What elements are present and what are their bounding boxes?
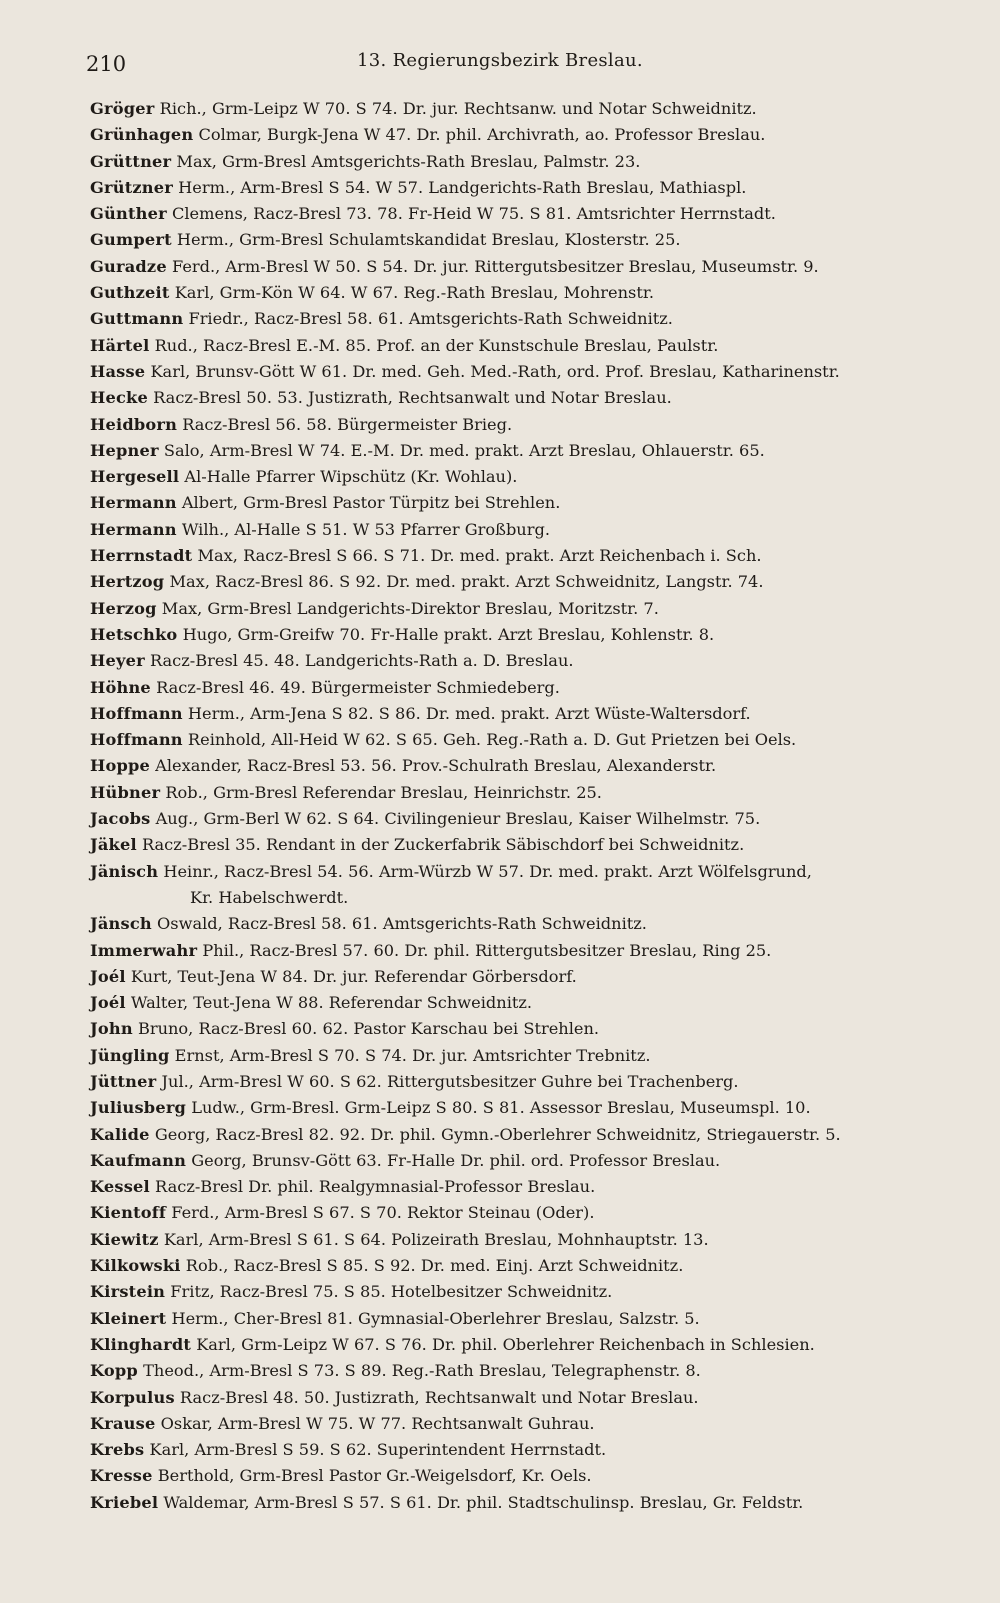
entry-details: Colmar, Burgk-Jena W 47. Dr. phil. Archivrath, ao. Professor Breslau. — [193, 125, 766, 145]
entry-surname: Kalide — [90, 1124, 150, 1144]
entry-details: Racz-Bresl Dr. phil. Realgymnasial-Professor Breslau. — [149, 1177, 596, 1197]
member-entry — [90, 1385, 960, 1411]
entry-details: Rob., Racz-Bresl S 85. S 92. Dr. med. Einj. Arzt Schweidnitz. — [180, 1256, 684, 1276]
entry-surname: Hecke — [90, 388, 148, 408]
member-entry — [90, 280, 960, 306]
entry-details: Racz-Bresl 45. 48. Landgerichts-Rath a. D. Breslau. — [144, 651, 574, 671]
entry-surname: Hübner — [90, 782, 161, 802]
entry-surname: Krebs — [90, 1440, 145, 1460]
entry-details: Racz-Bresl 48. 50. Justizrath, Rechtsanwalt und Notar Breslau. — [174, 1387, 699, 1407]
entry-details: Reinhold, All-Heid W 62. S 65. Geh. Reg.-Rath a. D. Gut Prietzen bei Oels. — [182, 730, 797, 750]
entry-details: Oskar, Arm-Bresl W 75. W 77. Rechtsanwalt Guhrau. — [155, 1413, 595, 1433]
member-entry — [90, 622, 960, 648]
entry-details: Georg, Brunsv-Gött 63. Fr-Halle Dr. phil. ord. Professor Breslau. — [186, 1150, 721, 1170]
entry-surname: Kleinert — [90, 1308, 167, 1328]
entry-surname: Herrnstadt — [90, 546, 193, 566]
entry-surname: Höhne — [90, 677, 151, 697]
member-entry — [90, 569, 960, 595]
member-entry — [90, 911, 960, 937]
entry-details: Theod., Arm-Bresl S 73. S 89. Reg.-Rath Breslau, Telegraphenstr. 8. — [137, 1361, 701, 1381]
member-entry — [90, 1437, 960, 1463]
member-entry — [90, 1279, 960, 1305]
member-entry — [90, 1227, 960, 1253]
entry-details: Friedr., Racz-Bresl 58. 61. Amtsgerichts-Rath Schweidnitz. — [183, 309, 673, 329]
member-entry — [90, 701, 960, 727]
entry-surname: Hermann — [90, 493, 177, 513]
entry-surname: Krause — [90, 1413, 156, 1433]
member-entry — [90, 227, 960, 253]
entry-details: Max, Racz-Bresl S 66. S 71. Dr. med. prakt. Arzt Reichenbach i. Sch. — [192, 546, 762, 566]
entry-surname: Hepner — [90, 440, 159, 460]
member-entry — [90, 1174, 960, 1200]
entry-details: Kurt, Teut-Jena W 84. Dr. jur. Referendar Görbersdorf. — [125, 966, 577, 986]
entry-surname: Kilkowski — [90, 1256, 181, 1276]
entry-surname: John — [90, 1019, 133, 1039]
entry-surname: Jüttner — [90, 1071, 157, 1091]
member-entry — [90, 964, 960, 990]
entry-surname: Guttmann — [90, 309, 184, 329]
entry-details: Aug., Grm-Berl W 62. S 64. Civilingenieur Breslau, Kaiser Wilhelmstr. 75. — [150, 809, 761, 829]
member-entry — [90, 1253, 960, 1279]
entry-surname: Grüttner — [90, 151, 172, 171]
entry-surname: Kriebel — [90, 1492, 159, 1512]
entry-details: Georg, Racz-Bresl 82. 92. Dr. phil. Gymn.-Oberlehrer Schweidnitz, Striegauerstr. 5. — [149, 1124, 841, 1144]
entry-surname: Kientoff — [90, 1203, 167, 1223]
entry-details: Max, Grm-Bresl Amtsgerichts-Rath Breslau, Palmstr. 23. — [171, 151, 641, 171]
entry-details: Salo, Arm-Bresl W 74. E.-M. Dr. med. prakt. Arzt Breslau, Ohlauerstr. 65. — [158, 440, 765, 460]
member-list — [90, 96, 960, 1516]
entry-details: Karl, Arm-Bresl S 59. S 62. Superintendent Herrnstadt. — [144, 1440, 607, 1460]
entry-surname: Immerwahr — [90, 940, 198, 960]
member-entry — [90, 1200, 960, 1226]
entry-surname: Hertzog — [90, 572, 165, 592]
member-entry — [90, 1463, 960, 1489]
running-title: 13. Regierungsbezirk Breslau. — [357, 50, 643, 71]
entry-surname: Guradze — [90, 256, 167, 276]
entry-details: Ludw., Grm-Bresl. Grm-Leipz S 80. S 81. Assessor Breslau, Museumspl. 10. — [186, 1098, 811, 1118]
entry-details: Clemens, Racz-Bresl 73. 78. Fr-Heid W 75. S 81. Amtsrichter Herrnstadt. — [166, 204, 776, 224]
member-entry — [90, 938, 960, 964]
entry-surname: Juliusberg — [90, 1098, 187, 1118]
entry-details: Racz-Bresl 46. 49. Bürgermeister Schmiedeberg. — [150, 677, 560, 697]
entry-surname: Hoppe — [90, 756, 151, 776]
member-entry — [90, 122, 960, 148]
entry-details: Ernst, Arm-Bresl S 70. S 74. Dr. jur. Amtsrichter Trebnitz. — [169, 1045, 651, 1065]
member-entry — [90, 859, 960, 885]
member-entry — [90, 1358, 960, 1384]
entry-details: Ferd., Arm-Bresl W 50. S 54. Dr. jur. Rittergutsbesitzer Breslau, Museumstr. 9. — [166, 256, 819, 276]
entry-surname: Hermann — [90, 519, 177, 539]
entry-surname: Hoffmann — [90, 703, 183, 723]
member-entry — [90, 96, 960, 122]
page-header — [0, 40, 1000, 80]
entry-details: Racz-Bresl 56. 58. Bürgermeister Brieg. — [177, 414, 513, 434]
member-entry — [90, 1411, 960, 1437]
entry-surname: Jäkel — [90, 835, 137, 855]
entry-details: Herm., Cher-Bresl 81. Gymnasial-Oberlehrer Breslau, Salzstr. 5. — [166, 1308, 700, 1328]
entry-surname: Grützner — [90, 177, 173, 197]
entry-details: Hugo, Grm-Greifw 70. Fr-Halle prakt. Arzt Breslau, Kohlenstr. 8. — [177, 624, 715, 644]
entry-details: Herm., Arm-Jena S 82. S 86. Dr. med. prakt. Arzt Wüste-Waltersdorf. — [182, 703, 751, 723]
member-entry — [90, 333, 960, 359]
entry-details: Max, Grm-Bresl Landgerichts-Direktor Breslau, Moritzstr. 7. — [156, 598, 659, 618]
entry-surname: Hasse — [90, 361, 146, 381]
member-entry — [90, 780, 960, 806]
member-entry — [90, 727, 960, 753]
member-entry — [90, 412, 960, 438]
entry-surname: Kiewitz — [90, 1229, 159, 1249]
member-entry — [90, 517, 960, 543]
member-entry — [90, 675, 960, 701]
entry-details: Racz-Bresl 35. Rendant in der Zuckerfabrik Säbischdorf bei Schweidnitz. — [136, 835, 745, 855]
entry-surname: Jänisch — [90, 861, 159, 881]
entry-surname: Heyer — [90, 651, 145, 671]
member-entry — [90, 806, 960, 832]
member-entry — [90, 201, 960, 227]
entry-details: Karl, Arm-Bresl S 61. S 64. Polizeirath Breslau, Mohnhauptstr. 13. — [158, 1229, 709, 1249]
entry-details: Karl, Grm-Leipz W 67. S 76. Dr. phil. Oberlehrer Reichenbach in Schlesien. — [191, 1334, 815, 1354]
entry-details: Rob., Grm-Bresl Referendar Breslau, Heinrichstr. 25. — [160, 782, 602, 802]
member-entry — [90, 832, 960, 858]
entry-details: Ferd., Arm-Bresl S 67. S 70. Rektor Steinau (Oder). — [166, 1203, 595, 1223]
entry-details: Rich., Grm-Leipz W 70. S 74. Dr. jur. Rechtsanw. und Notar Schweidnitz. — [154, 99, 757, 118]
entry-surname: Grünhagen — [90, 125, 194, 145]
entry-details: Oswald, Racz-Bresl 58. 61. Amtsgerichts-Rath Schweidnitz. — [151, 914, 647, 934]
entry-surname: Guthzeit — [90, 283, 170, 303]
entry-details: Jul., Arm-Bresl W 60. S 62. Rittergutsbesitzer Guhre bei Trachenberg. — [156, 1071, 739, 1091]
member-entry — [90, 306, 960, 332]
member-entry — [90, 1306, 960, 1332]
entry-surname: Hoffmann — [90, 730, 183, 750]
entry-surname: Kresse — [90, 1466, 153, 1486]
entry-surname: Kaufmann — [90, 1150, 187, 1170]
entry-surname: Jacobs — [90, 809, 151, 829]
entry-surname: Herzog — [90, 598, 157, 618]
entry-details: Heinr., Racz-Bresl 54. 56. Arm-Würzb W 57. Dr. med. prakt. Arzt Wölfelsgrund, — [158, 861, 812, 881]
entry-details: Max, Racz-Bresl 86. S 92. Dr. med. prakt. Arzt Schweidnitz, Langstr. 74. — [164, 572, 764, 592]
member-entry — [90, 175, 960, 201]
entry-surname: Gumpert — [90, 230, 172, 250]
entry-surname: Hetschko — [90, 624, 178, 644]
entry-details: Wilh., Al-Halle S 51. W 53 Pfarrer Großburg. — [176, 519, 550, 539]
member-entry — [90, 149, 960, 175]
member-entry — [90, 1122, 960, 1148]
entry-details: Waldemar, Arm-Bresl S 57. S 61. Dr. phil. Stadtschulinsp. Breslau, Gr. Feldstr. — [158, 1492, 804, 1512]
entry-surname: Härtel — [90, 335, 150, 355]
entry-surname: Korpulus — [90, 1387, 175, 1407]
entry-details: Berthold, Grm-Bresl Pastor Gr.-Weigelsdorf, Kr. Oels. — [152, 1466, 592, 1486]
entry-details: Bruno, Racz-Bresl 60. 62. Pastor Karschau bei Strehlen. — [132, 1019, 600, 1039]
entry-details: Karl, Grm-Kön W 64. W 67. Reg.-Rath Breslau, Mohrenstr. — [169, 283, 654, 303]
member-entry — [90, 464, 960, 490]
entry-details: Al-Halle Pfarrer Wipschütz (Kr. Wohlau). — [179, 467, 518, 487]
member-entry — [90, 1095, 960, 1121]
member-entry — [90, 596, 960, 622]
entry-details: Fritz, Racz-Bresl 75. S 85. Hotelbesitzer Schweidnitz. — [165, 1282, 613, 1302]
member-entry — [90, 385, 960, 411]
member-entry — [90, 490, 960, 516]
member-entry — [90, 543, 960, 569]
entry-surname: Hergesell — [90, 467, 180, 487]
entry-details: Albert, Grm-Bresl Pastor Türpitz bei Strehlen. — [176, 493, 561, 513]
entry-surname: Gröger — [90, 99, 155, 118]
entry-surname: Joél — [90, 966, 126, 986]
page-number: 210 — [86, 52, 127, 76]
member-entry — [90, 1069, 960, 1095]
member-entry — [90, 990, 960, 1016]
entry-details: Alexander, Racz-Bresl 53. 56. Prov.-Schulrath Breslau, Alexanderstr. — [150, 756, 717, 776]
entry-surname: Klinghardt — [90, 1334, 192, 1354]
entry-surname: Günther — [90, 204, 167, 224]
member-entry — [90, 1043, 960, 1069]
entry-details: Phil., Racz-Bresl 57. 60. Dr. phil. Rittergutsbesitzer Breslau, Ring 25. — [197, 940, 772, 960]
entry-details: Herm., Grm-Bresl Schulamtskandidat Breslau, Klosterstr. 25. — [171, 230, 681, 250]
member-entry — [90, 359, 960, 385]
entry-continuation: Kr. Habelschwerdt. — [190, 887, 349, 907]
entry-details: Karl, Brunsv-Gött W 61. Dr. med. Geh. Med.-Rath, ord. Prof. Breslau, Katharinenstr. — [145, 361, 840, 381]
entry-surname: Joél — [90, 993, 126, 1013]
member-entry — [90, 438, 960, 464]
entry-details: Racz-Bresl 50. 53. Justizrath, Rechtsanwalt und Notar Breslau. — [147, 388, 672, 408]
member-entry — [90, 1332, 960, 1358]
member-entry — [90, 1148, 960, 1174]
entry-surname: Kirstein — [90, 1282, 166, 1302]
member-entry — [90, 648, 960, 674]
member-entry — [90, 254, 960, 280]
entry-details: Walter, Teut-Jena W 88. Referendar Schweidnitz. — [125, 993, 533, 1013]
entry-surname: Kopp — [90, 1361, 138, 1381]
member-entry — [90, 1016, 960, 1042]
entry-details: Herm., Arm-Bresl S 54. W 57. Landgerichts-Rath Breslau, Mathiaspl. — [173, 177, 747, 197]
member-entry — [90, 1490, 960, 1516]
entry-surname: Heidborn — [90, 414, 178, 434]
entry-details: Rud., Racz-Bresl E.-M. 85. Prof. an der Kunstschule Breslau, Paulstr. — [149, 335, 719, 355]
entry-surname: Jüngling — [90, 1045, 170, 1065]
entry-surname: Jänsch — [90, 914, 152, 934]
member-entry — [90, 753, 960, 779]
entry-surname: Kessel — [90, 1177, 150, 1197]
